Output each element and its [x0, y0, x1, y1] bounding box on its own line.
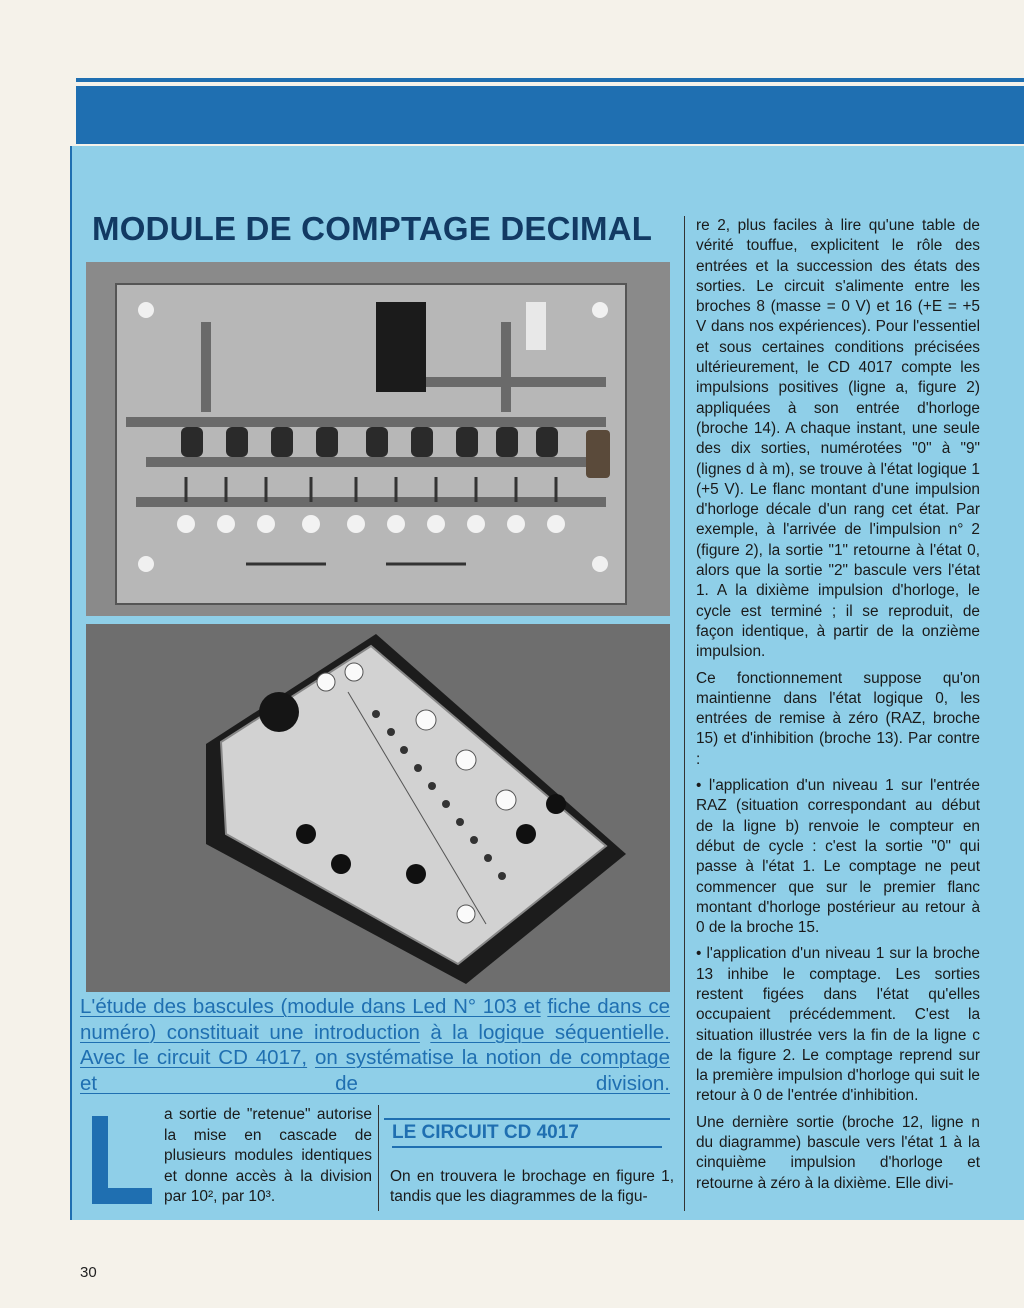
intro-line-3: à la logique séquentielle. Avec le circuit CD 4017, [80, 1020, 670, 1069]
top-rule [76, 78, 1024, 82]
right-column [696, 216, 980, 1200]
intro-line-2: fiche dans ce numéro) constituait une introduction [80, 995, 670, 1044]
intro-paragraph [80, 994, 670, 1096]
column-divider-2 [684, 216, 685, 1211]
dropcap-l [92, 1116, 152, 1204]
right-paragraph-2: Ce fonctionnement suppose qu'on maintienne dans l'état logique 0, les entrées de remise à zéro (RAZ, broche 15) et d'inhibition (broche 13). Par contre : [696, 669, 980, 768]
intro-line-4: on systématise la notion de comptage et de division. [80, 1046, 670, 1095]
page-number: 30 [80, 1264, 97, 1281]
intro-line-1: L'étude des bascules (module dans Led N° 103 et [80, 995, 541, 1018]
circuit-board-image [86, 262, 670, 616]
counter-module-photo [86, 624, 670, 992]
right-paragraph-3: • l'application d'un niveau 1 sur l'entrée RAZ (situation correspondant au début de la ligne b) renvoie le compteur en début de cycle : c'est la sortie "0" qui passe à l'état 1. Le comptage ne peut commencer que sur le premier flanc montant d'horloge postérieur au retour à 0 de la broche 15. [696, 777, 980, 937]
right-paragraph-4: • l'application d'un niveau 1 sur la broche 13 inhibe le comptage. Les sorties restent figées dans l'état qu'elles occupaient précédemment. C'est la situation illustrée vers la fin de la ligne c de la figure 2. Le comptage reprend sur la première impulsion d'horloge qui suit le retour à 0 de l'entrée d'inhibition. [696, 945, 980, 1105]
circuit-board-photo [86, 262, 670, 616]
column1-text: a sortie de "retenue" autorise la mise en cascade de plusieurs modules identiques et donne accès à la division par 10², par 10³. [164, 1106, 372, 1205]
column-divider-1 [378, 1105, 379, 1211]
subhead-rule [384, 1118, 670, 1120]
counter-module-image [86, 624, 670, 992]
column2-text: On en trouvera le brochage en figure 1, tandis que les diagrammes de la figu- [390, 1168, 674, 1205]
right-paragraph-1: re 2, plus faciles à lire qu'une table de vérité touffue, explicitent le rôle des entrées et la succession des états des sorties. Le circuit s'alimente entre les broches 8 (masse = 0 V) et 16 (+E = +5 V dans nos expériences). Pour l'essentiel et sous certaines conditions précisées ultérieurement, le CD 4017 compte les impulsions positives (ligne a, figure 2) appliquées à son entrée d'horloge (broche 14). A chaque instant, une seule des dix sorties, numérotées "0" à "9" (lignes d à m), se trouve à l'état logique 1 (+5 V). Le flanc montant d'une impulsion d'horloge décale d'un rang cet état. Par exemple, à l'arrivée de l'impulsion n° 2 (figure 2), la sortie "1" retourne à l'état 0, alors que la sortie "2" bascule vers l'état 1. A la dixième impulsion d'horloge, le cycle est terminé ; il se reproduit, de façon identique, à partir de la onzième impulsion. [696, 217, 980, 661]
page-title: MODULE DE COMPTAGE DECIMAL [92, 210, 653, 247]
header-banner [76, 86, 1024, 144]
right-paragraph-5: Une dernière sortie (broche 12, ligne n du diagramme) bascule vers l'état 1 à la cinquième impulsion d'horloge et retourne à zéro à la dixième. Elle divi- [696, 1113, 980, 1192]
section-heading: LE CIRCUIT CD 4017 [392, 1122, 662, 1148]
